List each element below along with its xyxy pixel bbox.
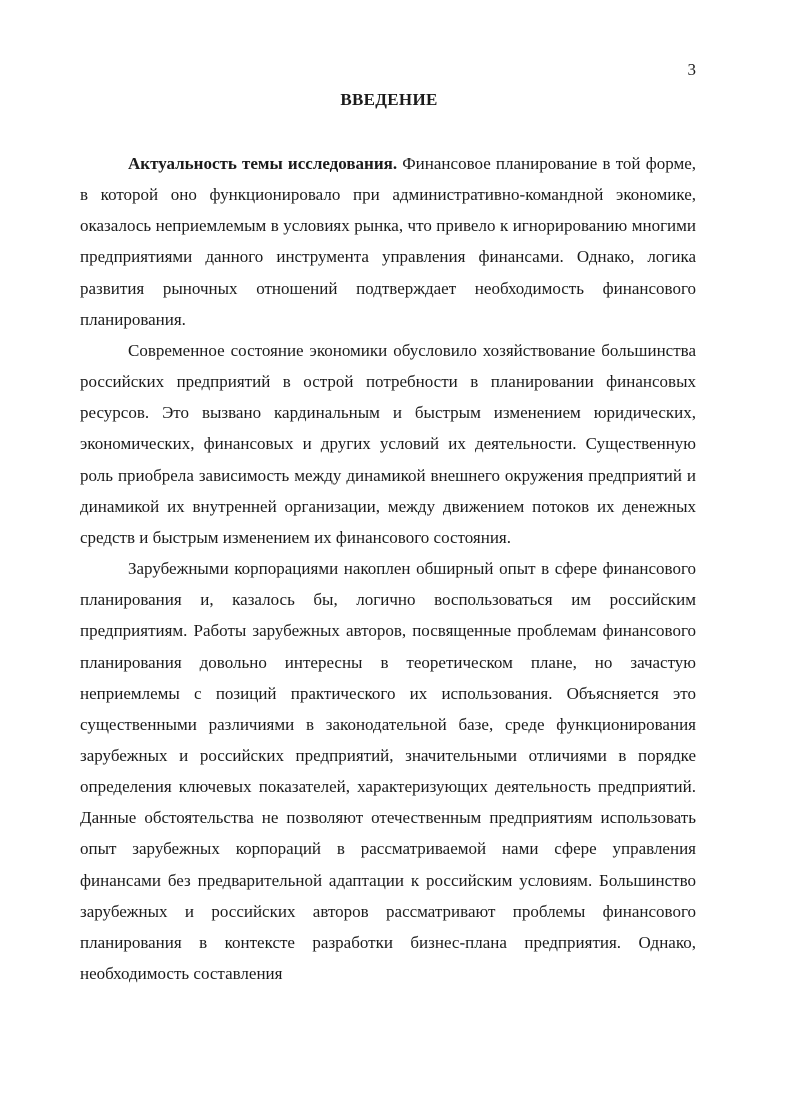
paragraph-text: Современное состояние экономики обусловило хозяйствование большинства российских предприятий в острой потребности в планировании финансовых ресурсов. Это вызвано кардинальным и быстрым изменением юридических, экономических, финансовых и других условий их деятельности. Существенную роль приобрела зависимость между динамикой внешнего окружения предприятий и динамикой их внутренней организации, между движением потоков их денежных средств и быстрым изменением их финансового состояния. [80,340,696,547]
section-title: ВВЕДЕНИЕ [340,90,438,109]
page-number: 3 [687,60,696,79]
paragraph-text: Зарубежными корпорациями накоплен обширный опыт в сфере финансового планирования и, казалось бы, логично воспользоваться им российским предприятиям. Работы зарубежных авторов, посвященные проблемам финансового планирования довольно интересны в теоретическом плане, но зачастую неприемлемы с позиций практического их использования. Объясняется это существенными различиями в законодательной базе, среде функционирования зарубежных и российских предприятий, значительными отличиями в порядке определения ключевых показателей, характеризующих деятельность предприятий. Данные обстоятельства не позволяют отечественным предприятиям использовать опыт зарубежных корпораций в рассматриваемой нами сфере управления финансами без предварительной адаптации к российским условиям. Большинство зарубежных и российских авторов рассматривают проблемы финансового планирования в контексте разработки бизнес-плана предприятия. Однако, необходимость составления [80,559,696,984]
paragraph-foreign-experience [80,553,696,989]
paragraph-lead: Актуальность темы исследования. [128,154,398,173]
body-text [80,148,696,989]
paragraph-relevance [80,148,696,335]
paragraph-economy-state [80,335,696,553]
paragraph-text: Финансовое планирование в той форме, в которой оно функционировало при административно-командной экономике, оказалось неприемлемым в условиях рынка, что привело к игнорированию многими предприятиями данного инструмента управления финансами. Однако, логика развития рыночных отношений подтверждает необходимость финансового планирования. [80,154,697,329]
